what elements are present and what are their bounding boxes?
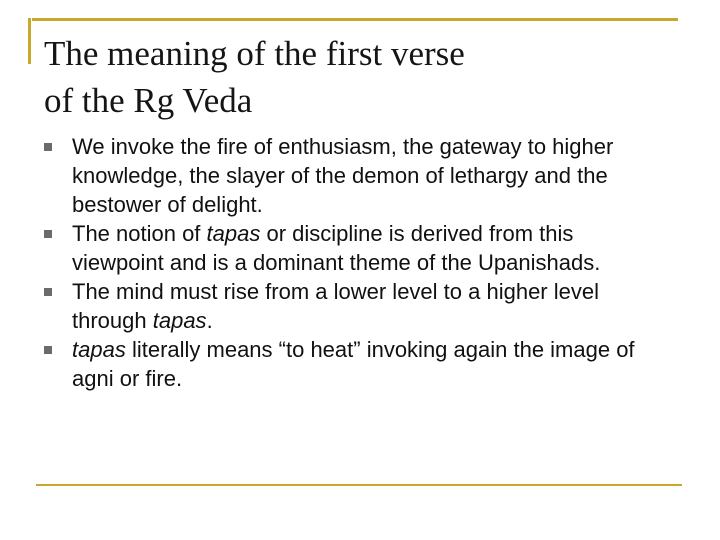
- bullet-2-term-tapas: tapas: [206, 221, 261, 246]
- bullet-list: [40, 132, 670, 393]
- bullet-4-text: literally means “to heat” invoking again the image of agni or fire.: [72, 337, 635, 391]
- bullet-2-text-b: or discipline is derived from this viewpoint and is a dominant theme of the Upanishads.: [72, 221, 601, 275]
- bullet-item-4: [40, 335, 670, 393]
- bullet-3-text-a: The mind must rise from a lower level to a higher level through: [72, 279, 599, 333]
- title-line-2: of the Rg Veda: [44, 81, 253, 120]
- bullet-2-text-a: The notion of: [72, 221, 207, 246]
- bullet-3-term-tapas: tapas: [152, 308, 207, 333]
- slide-title: [44, 30, 664, 124]
- bullet-1-text: We invoke the fire of enthusiasm, the gateway to higher knowledge, the slayer of the demon of lethargy and the bestower of delight.: [72, 134, 614, 217]
- bottom-accent-rule: [36, 484, 682, 486]
- bullet-4-term-tapas: tapas: [72, 337, 126, 362]
- title-line-1: The meaning of the first verse: [44, 34, 465, 73]
- bullet-item-3: [40, 277, 670, 335]
- square-bullet-icon: [44, 143, 52, 151]
- square-bullet-icon: [44, 230, 52, 238]
- square-bullet-icon: [44, 346, 52, 354]
- square-bullet-icon: [44, 288, 52, 296]
- bullet-item-2: [40, 219, 670, 277]
- bullet-item-1: [40, 132, 670, 219]
- left-accent-rule: [28, 18, 31, 64]
- top-accent-rule: [32, 18, 678, 21]
- bullet-3-text-b: .: [206, 308, 213, 333]
